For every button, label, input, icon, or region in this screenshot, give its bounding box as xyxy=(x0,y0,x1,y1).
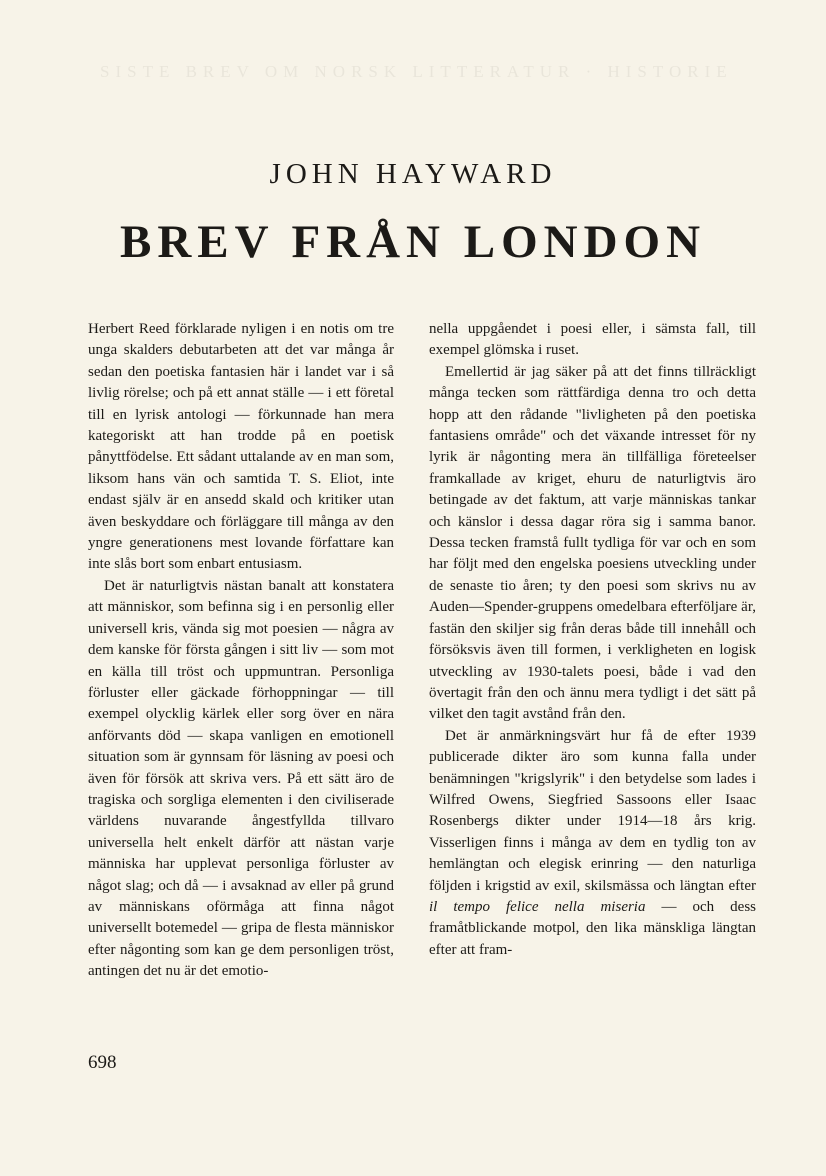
article-title: BREV FRÅN LONDON xyxy=(119,216,707,268)
page-number: 698 xyxy=(88,1052,117,1073)
paragraph-text: — och dess framåtblickande motpol, den lika mänskliga längtan efter att fram- xyxy=(429,898,756,958)
paragraph-text: Det är anmärkningsvärt hur få de efter 1939 publicerade dikter äro som kunna falla under benämningen "krigslyrik" i den betydelse som lades i Wilfred Owens, Siegfried Sassoons eller Isaac Rosenbergs dikter under 1914—18 års krig. Visserligen finns i många av dem en tydlig ton av hemlängtan och elegisk erinring — den naturliga följden i krigstid av exil, skilsmässa och längtan efter xyxy=(429,727,756,894)
paragraph: Det är naturligtvis nästan banalt att konstatera att människor, som befinna sig i en personlig eller universell kris, vända sig mot poesien — några av dem kanske för första gången i sitt liv — som mot en källa till tröst och uppmuntran. Personliga förluster eller gäckade förhoppningar — till exempel olycklig kärlek eller sorg över en nära anförvants död — skapa vanligen en emotionell situation som är gynnsam för läsning av poesi och även för försök att skriva vers. På ett sätt äro de tragiska och sorgliga elementen i den civiliserade världens nuvarande ångestfyllda tillvaro universella helt enkelt därför att nästan varje människa har upplevat personliga förluster av något slag; och då — i avsaknad av eller på grund av människans oförmåga att finna något universellt botemedel — gripa de flesta människor efter någonting som kan ge dem personligen tröst, antingen det nu är det emotio- xyxy=(88,577,394,980)
italic-phrase: il tempo felice nella miseria xyxy=(429,898,646,915)
right-column xyxy=(429,319,756,961)
paragraph xyxy=(429,726,756,961)
left-column xyxy=(88,319,394,983)
paragraph: nella uppgåendet i poesi eller, i sämsta fall, till exempel glömska i ruset. xyxy=(429,321,756,359)
paragraph: Emellertid är jag säker på att det finns tillräckligt många tecken som rättfärdiga denna tro och detta hopp att den rådande "livligheten på den poetiska fantasiens område" och det växande intresset för ny lyrik är någonting mera än tillfälliga företeelser framkallade av kriget, ehuru de naturligtvis äro betingade av det faktum, att varje människas tankar och känslor i dessa dagar röra sig i samma banor. Dessa tecken framstå fullt tydliga för var och en som har följt med den engelska poesiens utveckling under de senaste tio åren; ty den poesi som skrivs nu av Auden—Spender-gruppens omedelbara efterföljare är, fastän den skiljer sig från deras både till innehåll och försöksvis även till formen, i verkligheten en logisk utveckling av 1930-talets poesi, både i vad den övertagit från den och ännu mera tydligt i det sätt på vilket den tagit avstånd från den. xyxy=(429,363,756,723)
author-name: JOHN HAYWARD xyxy=(269,158,557,190)
paragraph: Herbert Reed förklarade nyligen i en notis om tre unga skalders debutarbeten att det var många år sedan den poetiska fantasien här i landet var i så livlig rörelse; och på ett annat ställe — i ett företal till en lyrisk antologi — förkunnade han mera kategoriskt att han trodde på en poetisk pånyttfödelse. Ett sådant uttalande av en man som, liksom hans vän och samtida T. S. Eliot, inte endast själv är en ansedd skald och kritiker utan även beskyddare och förläggare till många av den yngre generationens mest lovande författare kan inte slås bort som enbart entusiasm. xyxy=(88,321,394,573)
show-through-text: SISTE BREV OM NORSK LITTERATUR · HISTORIE xyxy=(100,62,733,81)
